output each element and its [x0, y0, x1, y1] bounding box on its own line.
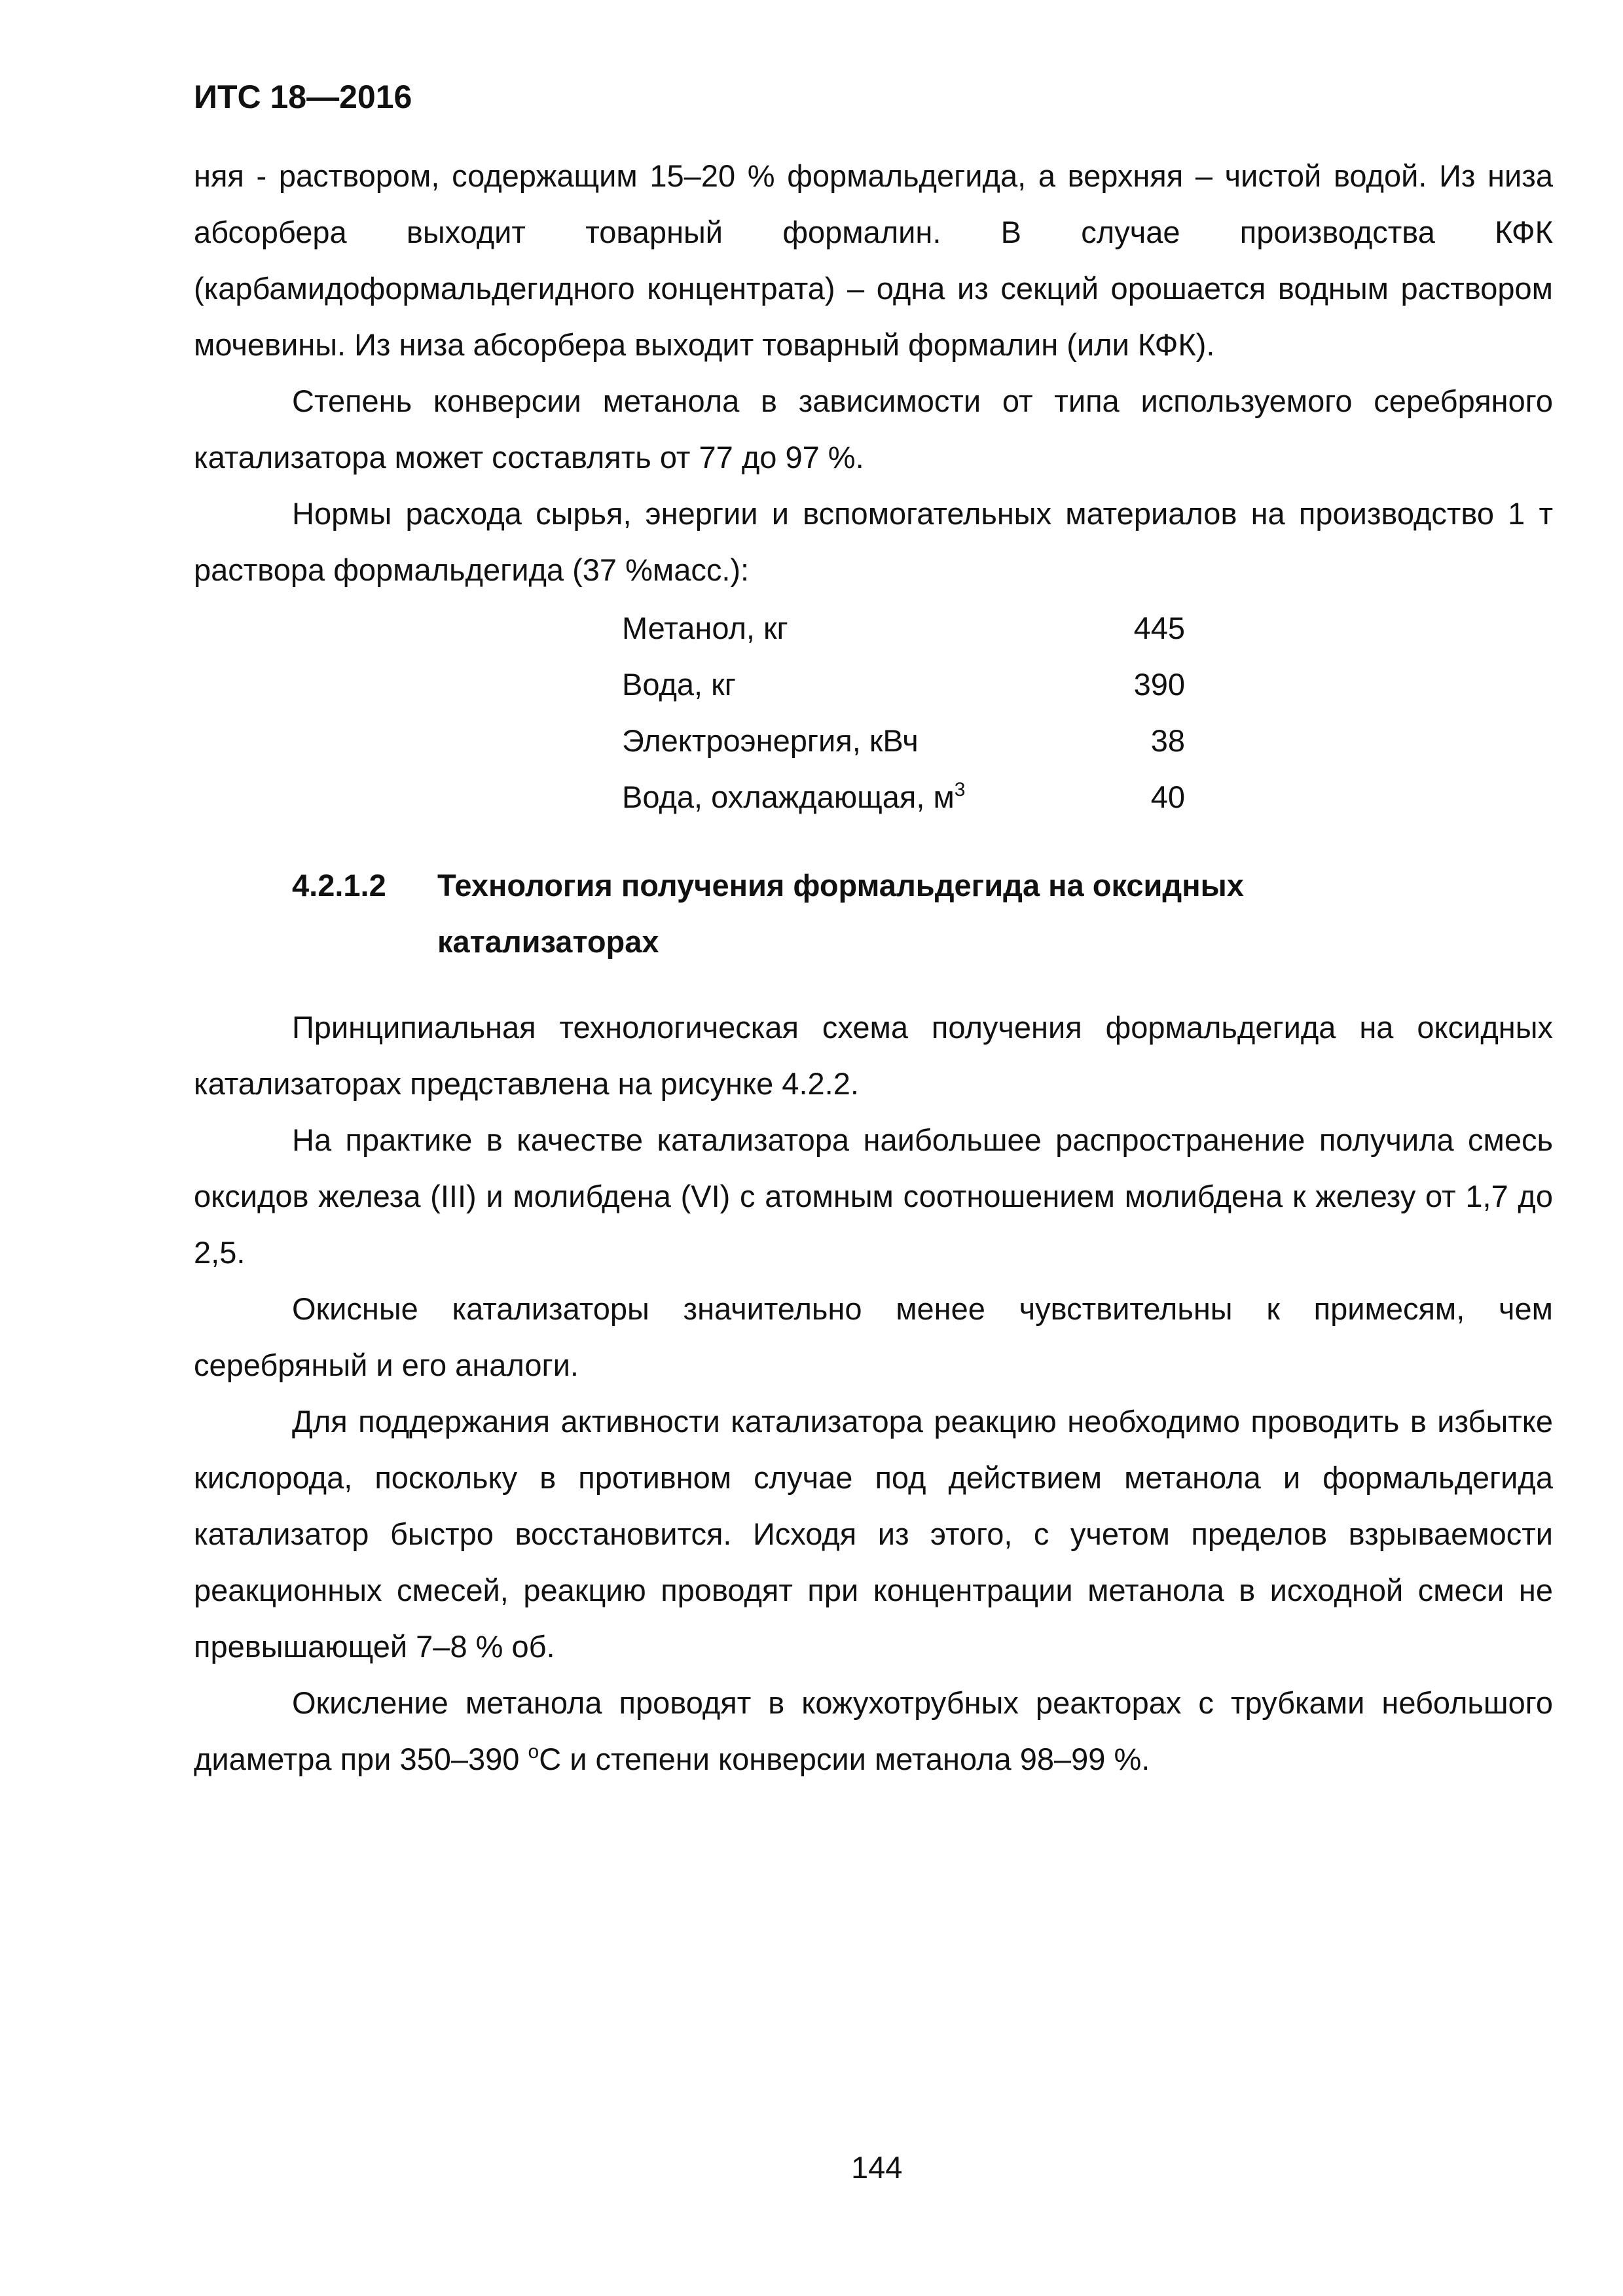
norm-value: 390 — [1133, 667, 1185, 702]
paragraph-consumption-norms: Нормы расхода сырья, энергии и вспомогательных материалов на производство 1 т раствора формальдегида (37 %масс.): — [194, 496, 1553, 587]
paragraph-catalyst-composition: На практике в качестве катализатора наибольшее распространение получила смесь оксидов железа (III) и молибдена (VI) с атомным соотношением молибдена к железу от 1,7 до 2,5. — [194, 1122, 1553, 1270]
norm-label: Метанол, кг — [622, 611, 788, 645]
table-row — [622, 713, 1185, 769]
paragraph-conversion-degree: Степень конверсии метанола в зависимости от типа используемого серебряного катализатора может составлять от 77 до 97 %. — [194, 384, 1553, 475]
norm-value: 40 — [1150, 780, 1185, 814]
norm-value: 445 — [1133, 611, 1185, 645]
table-row — [622, 600, 1185, 656]
paragraph-oxygen-excess: Для поддержания активности катализатора реакцию необходимо проводить в избытке кислорода, поскольку в противном случае под действием метанола и формальдегида катализатор быстро восстановится. Исходя из этого, с учетом пределов взрываемости реакционных смесей, реакцию проводят при концентрации метанола в исходной смеси не превышающей 7–8 % об. — [194, 1404, 1553, 1664]
paragraph-oxide-sensitivity: Окисные катализаторы значительно менее чувствительны к примесям, чем серебряный и его аналоги. — [194, 1291, 1553, 1382]
norm-label: Электроэнергия, кВч — [622, 723, 919, 758]
table-row — [622, 769, 1185, 825]
consumption-norms-table — [622, 600, 1185, 825]
unit-superscript: 3 — [954, 779, 966, 800]
paragraph-absorber: няя - раствором, содержащим 15–20 % формальдегида, а верхняя – чистой водой. Из низа абсорбера выходит товарный формалин. В случае производства КФК (карбамидоформальдегидного концентрата) – одна из секций орошается водным раствором мочевины. Из низа абсорбера выходит товарный формалин (или КФК). — [194, 158, 1553, 362]
degree-superscript: o — [528, 1741, 539, 1763]
paragraph-scheme-reference: Принципиальная технологическая схема получения формальдегида на оксидных катализаторах представлена на рисунке 4.2.2. — [194, 1010, 1553, 1101]
paragraph-reactor-oxidation: Окисление метанола проводят в кожухотрубных реакторах с трубками небольшого диаметра при 350–390 $^o$C и степени конверсии метанола 98–99 %. — [194, 1685, 1553, 1776]
norm-label: Вода, кг — [622, 667, 736, 702]
norm-label: Вода, охлаждающая, $м^3$ — [622, 779, 966, 814]
document-code-header: ИТС 18—2016 — [194, 79, 412, 115]
norm-value: 38 — [1150, 723, 1185, 758]
page-number: 144 — [851, 2150, 903, 2185]
table-row — [622, 656, 1185, 713]
section-number: 4.2.1.2 — [292, 868, 386, 903]
section-title: Технология получения формальдегида на оксидных катализаторах — [437, 868, 1244, 959]
